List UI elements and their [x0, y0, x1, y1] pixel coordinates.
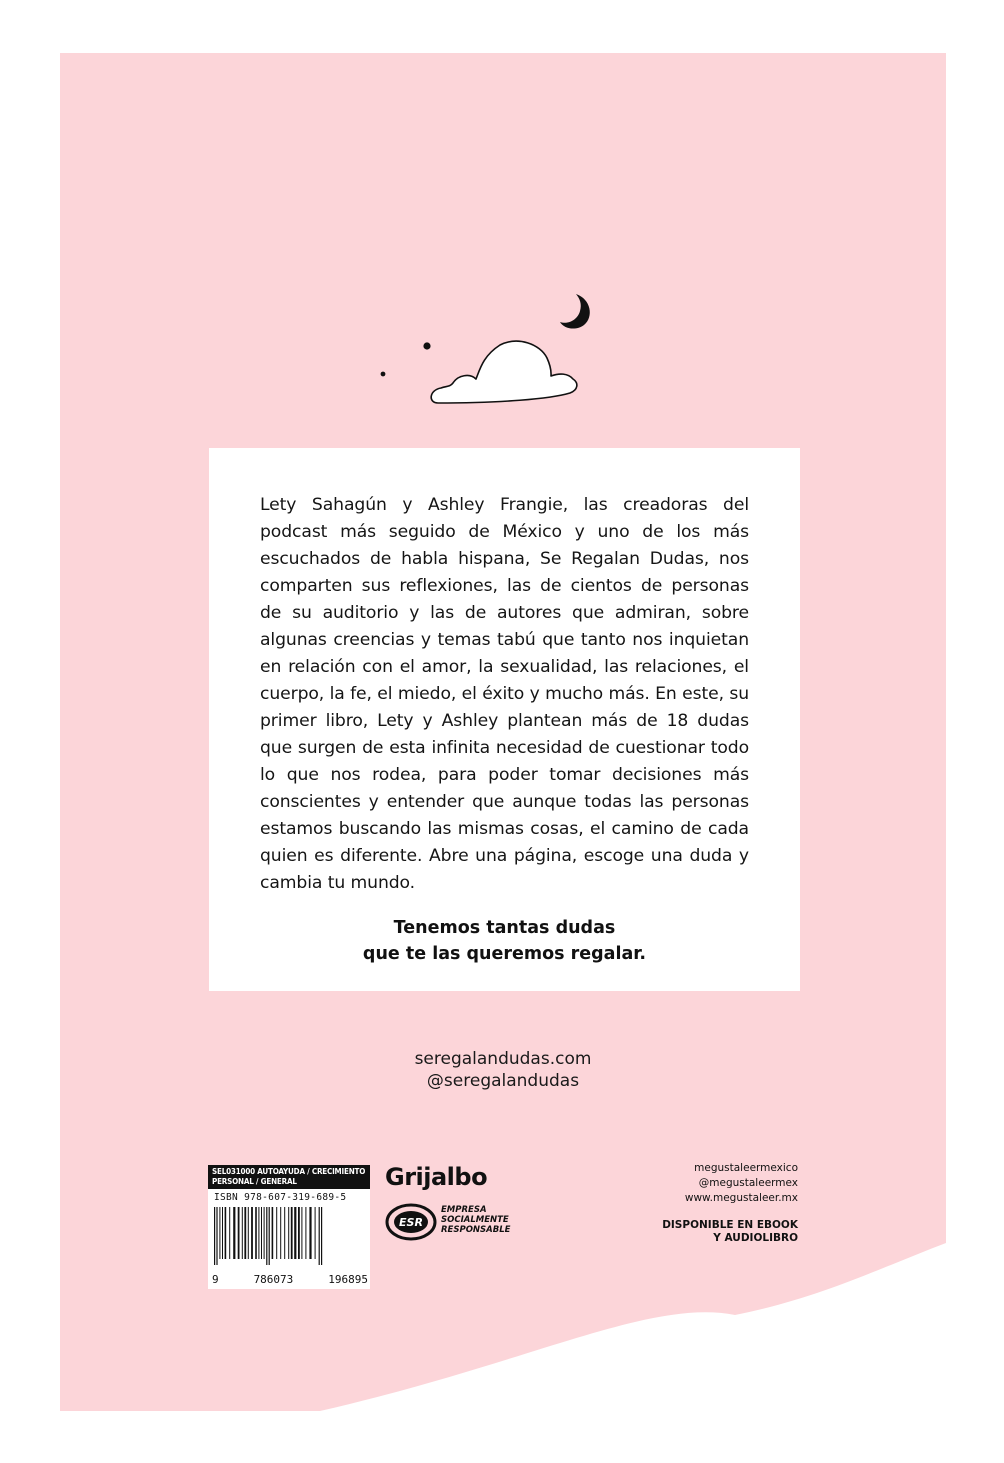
publisher-website[interactable]: www.megustaleer.mx [684, 1192, 798, 1204]
barcode-bar [222, 1207, 223, 1259]
barcode-bar [298, 1207, 300, 1259]
ean-left-group: 786073 [253, 1273, 294, 1286]
barcode-bar [255, 1207, 257, 1259]
availability-line-1: DISPONIBLE EN EBOOK [662, 1219, 798, 1231]
barcode-bar [258, 1207, 259, 1259]
barcode-bar [272, 1207, 274, 1259]
publisher-logo: Grijalbo [385, 1163, 488, 1191]
barcode-bar [319, 1207, 320, 1265]
ean-digits [212, 1273, 368, 1286]
availability-line-2: Y AUDIOLIBRO [713, 1232, 798, 1244]
barcode-bar [251, 1207, 253, 1259]
star-icon [423, 342, 430, 349]
barcode-bar [238, 1207, 240, 1259]
barcode-bar [280, 1207, 281, 1259]
facebook-handle[interactable]: megustaleermexico [694, 1162, 798, 1174]
ean-right-group: 196895 [328, 1273, 368, 1286]
back-cover [60, 53, 946, 1411]
crescent-moon-icon [560, 294, 590, 329]
barcode-bar [309, 1207, 311, 1259]
barcode-bar [248, 1207, 249, 1259]
bisac-category: SEL031000 AUTOAYUDA / CRECIMIENTO PERSONAL / GENERAL [208, 1165, 370, 1189]
esr-line-3: RESPONSABLE [441, 1225, 511, 1235]
barcode-bar [321, 1207, 322, 1265]
synopsis-text: Lety Sahagún y Ashley Frangie, las creadoras del podcast más seguido de México y uno de los más escuchados de habla hispana, Se Regalan Dudas, nos comparten sus reflexiones, las de cientos de personas de su auditorio y las de autores que admiran, sobre algunas creencias y temas tabú que tanto nos inquietan en relación con el amor, la sexualidad, las relaciones, el cuerpo, la fe, el miedo, el éxito y mucho más. En este, su primer libro, Lety y Ashley plantean más de 18 dudas que surgen de esta infinita necesidad de cuestionar todo lo que nos rodea, para poder tomar decisiones más conscientes y entender que aunque todas las personas estamos buscando las mismas cosas, el camino de cada quien es diferente. Abre una página, escoge una duda y cambia tu mundo. [260, 495, 749, 893]
barcode-block [208, 1165, 370, 1289]
isbn-number: ISBN 978-607-319-689-5 [214, 1192, 347, 1203]
barcode-bar [305, 1207, 306, 1259]
availability-note [662, 1219, 798, 1245]
barcode-bar [288, 1207, 289, 1259]
barcode-bar [276, 1207, 277, 1259]
barcode-bar [214, 1207, 215, 1265]
barcode-bar [244, 1207, 246, 1259]
barcode-bar [266, 1207, 267, 1265]
barcode-bar [229, 1207, 230, 1259]
barcode-bar [261, 1207, 262, 1259]
esr-logo-text: ESR [399, 1216, 423, 1229]
barcode-bar [269, 1207, 270, 1265]
barcode-bar [315, 1207, 316, 1259]
esr-line-2: SOCIALMENTE [441, 1215, 509, 1225]
esr-badge [385, 1201, 525, 1243]
podcast-handle[interactable]: @seregalandudas [426, 1071, 580, 1091]
esr-text [441, 1205, 510, 1235]
barcode-bar [284, 1207, 285, 1259]
twitter-handle[interactable]: @megustaleermex [698, 1177, 798, 1189]
barcode-bar [242, 1207, 243, 1259]
barcode-bar [301, 1207, 302, 1259]
barcode-bar [264, 1207, 265, 1259]
tagline [260, 915, 749, 967]
barcode-bar [294, 1207, 296, 1259]
publisher-block [385, 1163, 511, 1235]
tagline-line-2: que te las queremos regalar. [362, 944, 647, 964]
publisher-links [685, 1161, 798, 1206]
barcode-bar [216, 1207, 217, 1265]
barcode-bars [212, 1207, 366, 1265]
esr-logo-icon [385, 1203, 437, 1241]
barcode-bar [219, 1207, 220, 1259]
esr-line-1: EMPRESA [441, 1205, 487, 1215]
barcode-bar [291, 1207, 293, 1259]
star-icon [381, 372, 386, 377]
ean-first-digit: 9 [212, 1273, 219, 1286]
podcast-website[interactable]: seregalandudas.com [414, 1049, 592, 1069]
barcode-bar [225, 1207, 227, 1259]
synopsis-box [209, 448, 800, 991]
cloud-icon [431, 341, 577, 403]
barcode-bar [233, 1207, 235, 1259]
tagline-line-1: Tenemos tantas dudas [393, 918, 616, 938]
podcast-links [60, 1048, 946, 1092]
